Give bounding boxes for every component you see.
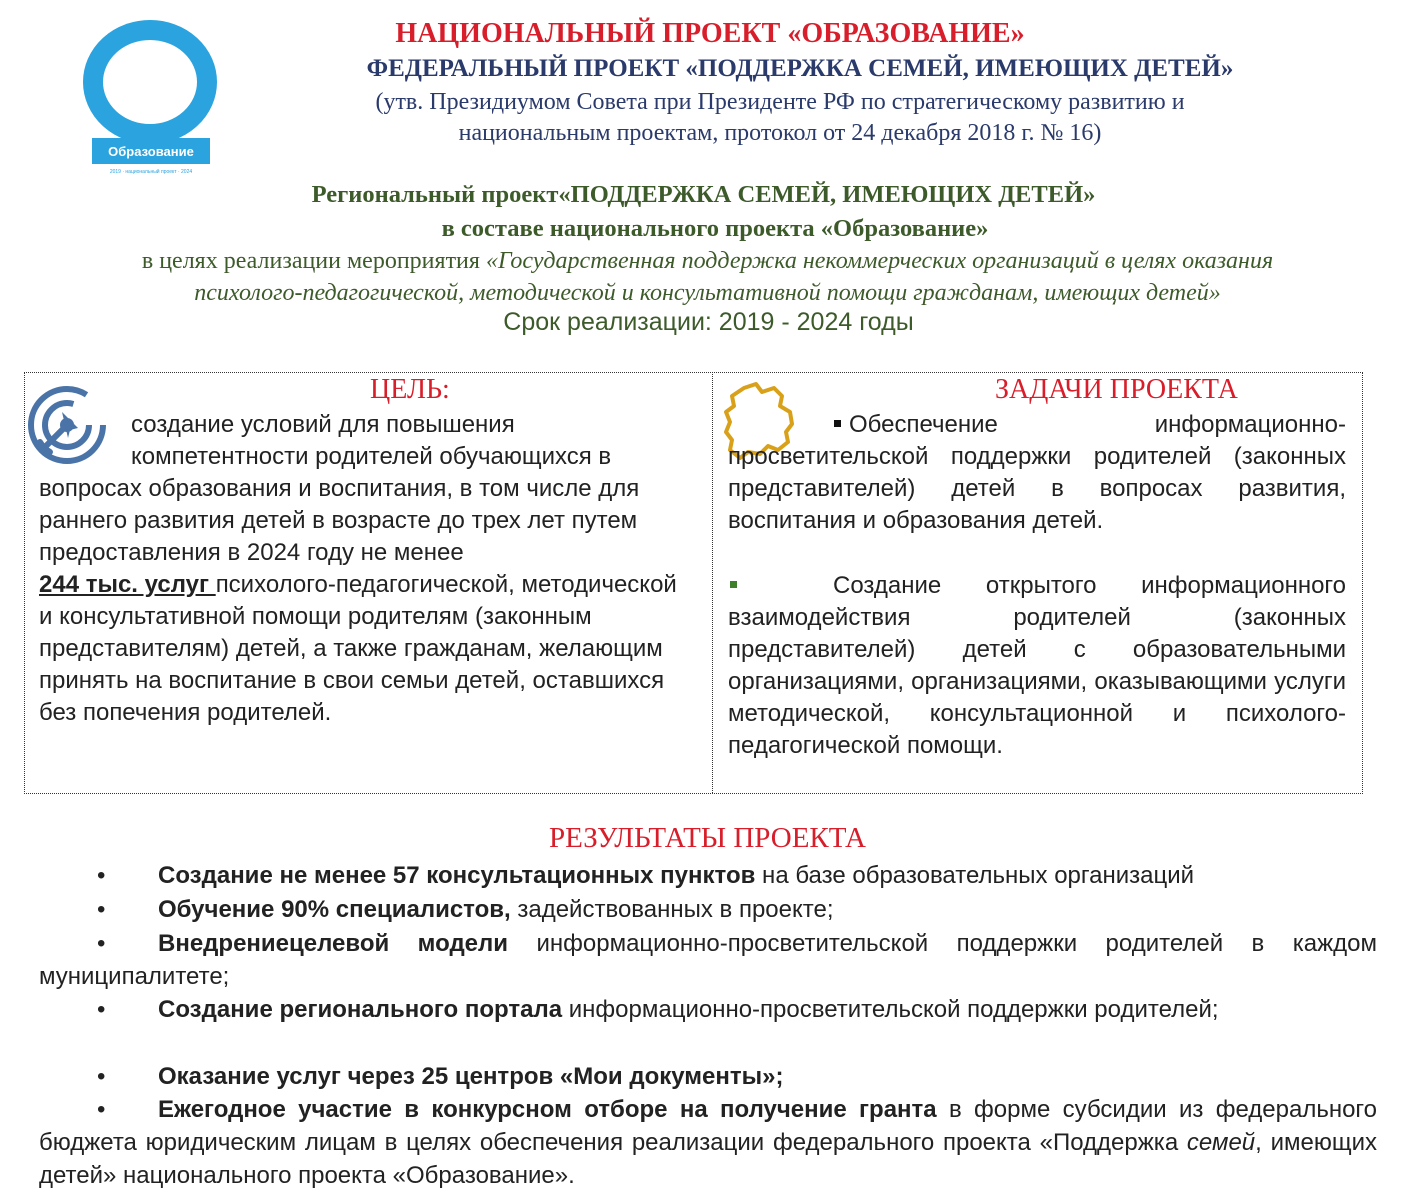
result-italic: семей xyxy=(1186,1129,1256,1156)
result-text-b: , имеющих детей» национального проекта «Образование». xyxy=(39,1129,1377,1189)
goal-line-1: создание условий для повышения xyxy=(131,411,515,438)
result-text: информационно-просветительской поддержки родителей в каждом муниципалитете; xyxy=(39,930,1378,990)
goal-text-b: психолого-педагогической, методической и консультативной помощи родителям (законным представителям) детей, а также гражданам, желающим принять на воспитание в свои семьи детей, оставшихся без попечения родителей. xyxy=(39,571,677,726)
result-item xyxy=(39,927,1377,993)
goal-line-2: компетентности родителей обучающихся в xyxy=(131,443,612,470)
approval-note xyxy=(250,87,1310,149)
task-1 xyxy=(728,409,1346,537)
result-bold: Оказание услуг через 25 центров «Мои документы»; xyxy=(158,1063,784,1090)
results-title: РЕЗУЛЬТАТЫ ПРОЕКТА xyxy=(549,822,866,854)
task-2-text: Создание открытого информационного взаимодействия родителей (законных представителей) детей с образовательными организациями, организациями, оказывающими услуги методической, консультационной и психолого-педагогической помощи. xyxy=(728,572,1346,759)
result-item xyxy=(39,1093,1377,1192)
result-text-a: в форме субсидии из федерального бюджета юридическим лицам в целях обеспечения реализации федерального проекта «Поддержка xyxy=(39,1096,1377,1156)
goal-text xyxy=(39,409,694,729)
result-item xyxy=(39,1060,1377,1093)
national-project-title: НАЦИОНАЛЬНЫЙ ПРОЕКТ «ОБРАЗОВАНИЕ» xyxy=(395,18,1025,49)
bullet-icon: • xyxy=(97,896,106,923)
bullet-icon: • xyxy=(97,930,106,957)
square-bullet-icon xyxy=(834,420,841,427)
result-item xyxy=(39,859,1377,892)
regional-purpose xyxy=(0,245,1407,309)
regional-project-subtitle: в составе национального проекта «Образование» xyxy=(441,215,989,242)
result-text: на базе образовательных организаций xyxy=(755,862,1195,889)
square-bullet-icon xyxy=(730,581,737,588)
bullet-icon: • xyxy=(97,996,106,1023)
result-bold: Создание не менее 57 консультационных пунктов xyxy=(158,862,756,889)
federal-project-title: ФЕДЕРАЛЬНЫЙ ПРОЕКТ «ПОДДЕРЖКА СЕМЕЙ, ИМЕЮЩИХ ДЕТЕЙ» xyxy=(366,55,1234,82)
approval-line-1: (утв. Президиумом Совета при Президенте РФ по стратегическому развитию и xyxy=(375,89,1185,115)
regional-project-title: Региональный проект«ПОДДЕРЖКА СЕМЕЙ, ИМЕЮЩИХ ДЕТЕЙ» xyxy=(311,181,1096,208)
goal-title: ЦЕЛЬ: xyxy=(370,374,450,405)
goal-highlight: 244 тыс. услуг xyxy=(39,571,216,598)
result-text: информационно-просветительской поддержки родителей; xyxy=(562,996,1219,1023)
result-bold: Обучение 90% специалистов, xyxy=(158,896,511,923)
result-bold: Внедрениецелевой модели xyxy=(158,930,509,957)
logo-label: Образование xyxy=(108,144,194,159)
education-logo xyxy=(80,20,222,178)
purpose-italic-2: психолого-педагогической, методической и консультативной помощи гражданам, имеющих детей» xyxy=(194,280,1221,306)
result-text: задействованных в проекте; xyxy=(510,896,834,923)
result-item xyxy=(39,993,1377,1026)
bullet-icon: • xyxy=(97,862,106,889)
task-1-text: Обеспечение информационно-просветительской поддержки родителей (законных представителей) детей в вопросах развития, воспитания и образования детей. xyxy=(728,411,1346,534)
tasks-title: ЗАДАЧИ ПРОЕКТА xyxy=(995,374,1238,405)
purpose-prefix: в целях реализации мероприятия xyxy=(141,248,486,274)
bullet-icon: • xyxy=(97,1063,106,1090)
logo-subtext: 2019 · национальный проект · 2024 xyxy=(109,169,193,175)
table-divider xyxy=(712,372,713,793)
approval-line-2: национальным проектам, протокол от 24 декабря 2018 г. № 16) xyxy=(458,120,1102,146)
goal-text-a: вопросах образования и воспитания, в том числе для раннего развития детей в возрасте до трех лет путем предоставления в 2024 году не менее xyxy=(39,475,640,566)
purpose-italic-1: «Государственная поддержка некоммерческих организаций в целях оказания xyxy=(485,248,1274,274)
bullet-icon: • xyxy=(97,1096,106,1123)
result-bold: Создание регионального портала xyxy=(158,996,563,1023)
implementation-term: Срок реализации: 2019 - 2024 годы xyxy=(503,308,914,336)
result-bold: Ежегодное участие в конкурсном отборе на получение гранта xyxy=(158,1096,937,1123)
task-2 xyxy=(728,570,1346,762)
result-item xyxy=(39,893,1377,926)
